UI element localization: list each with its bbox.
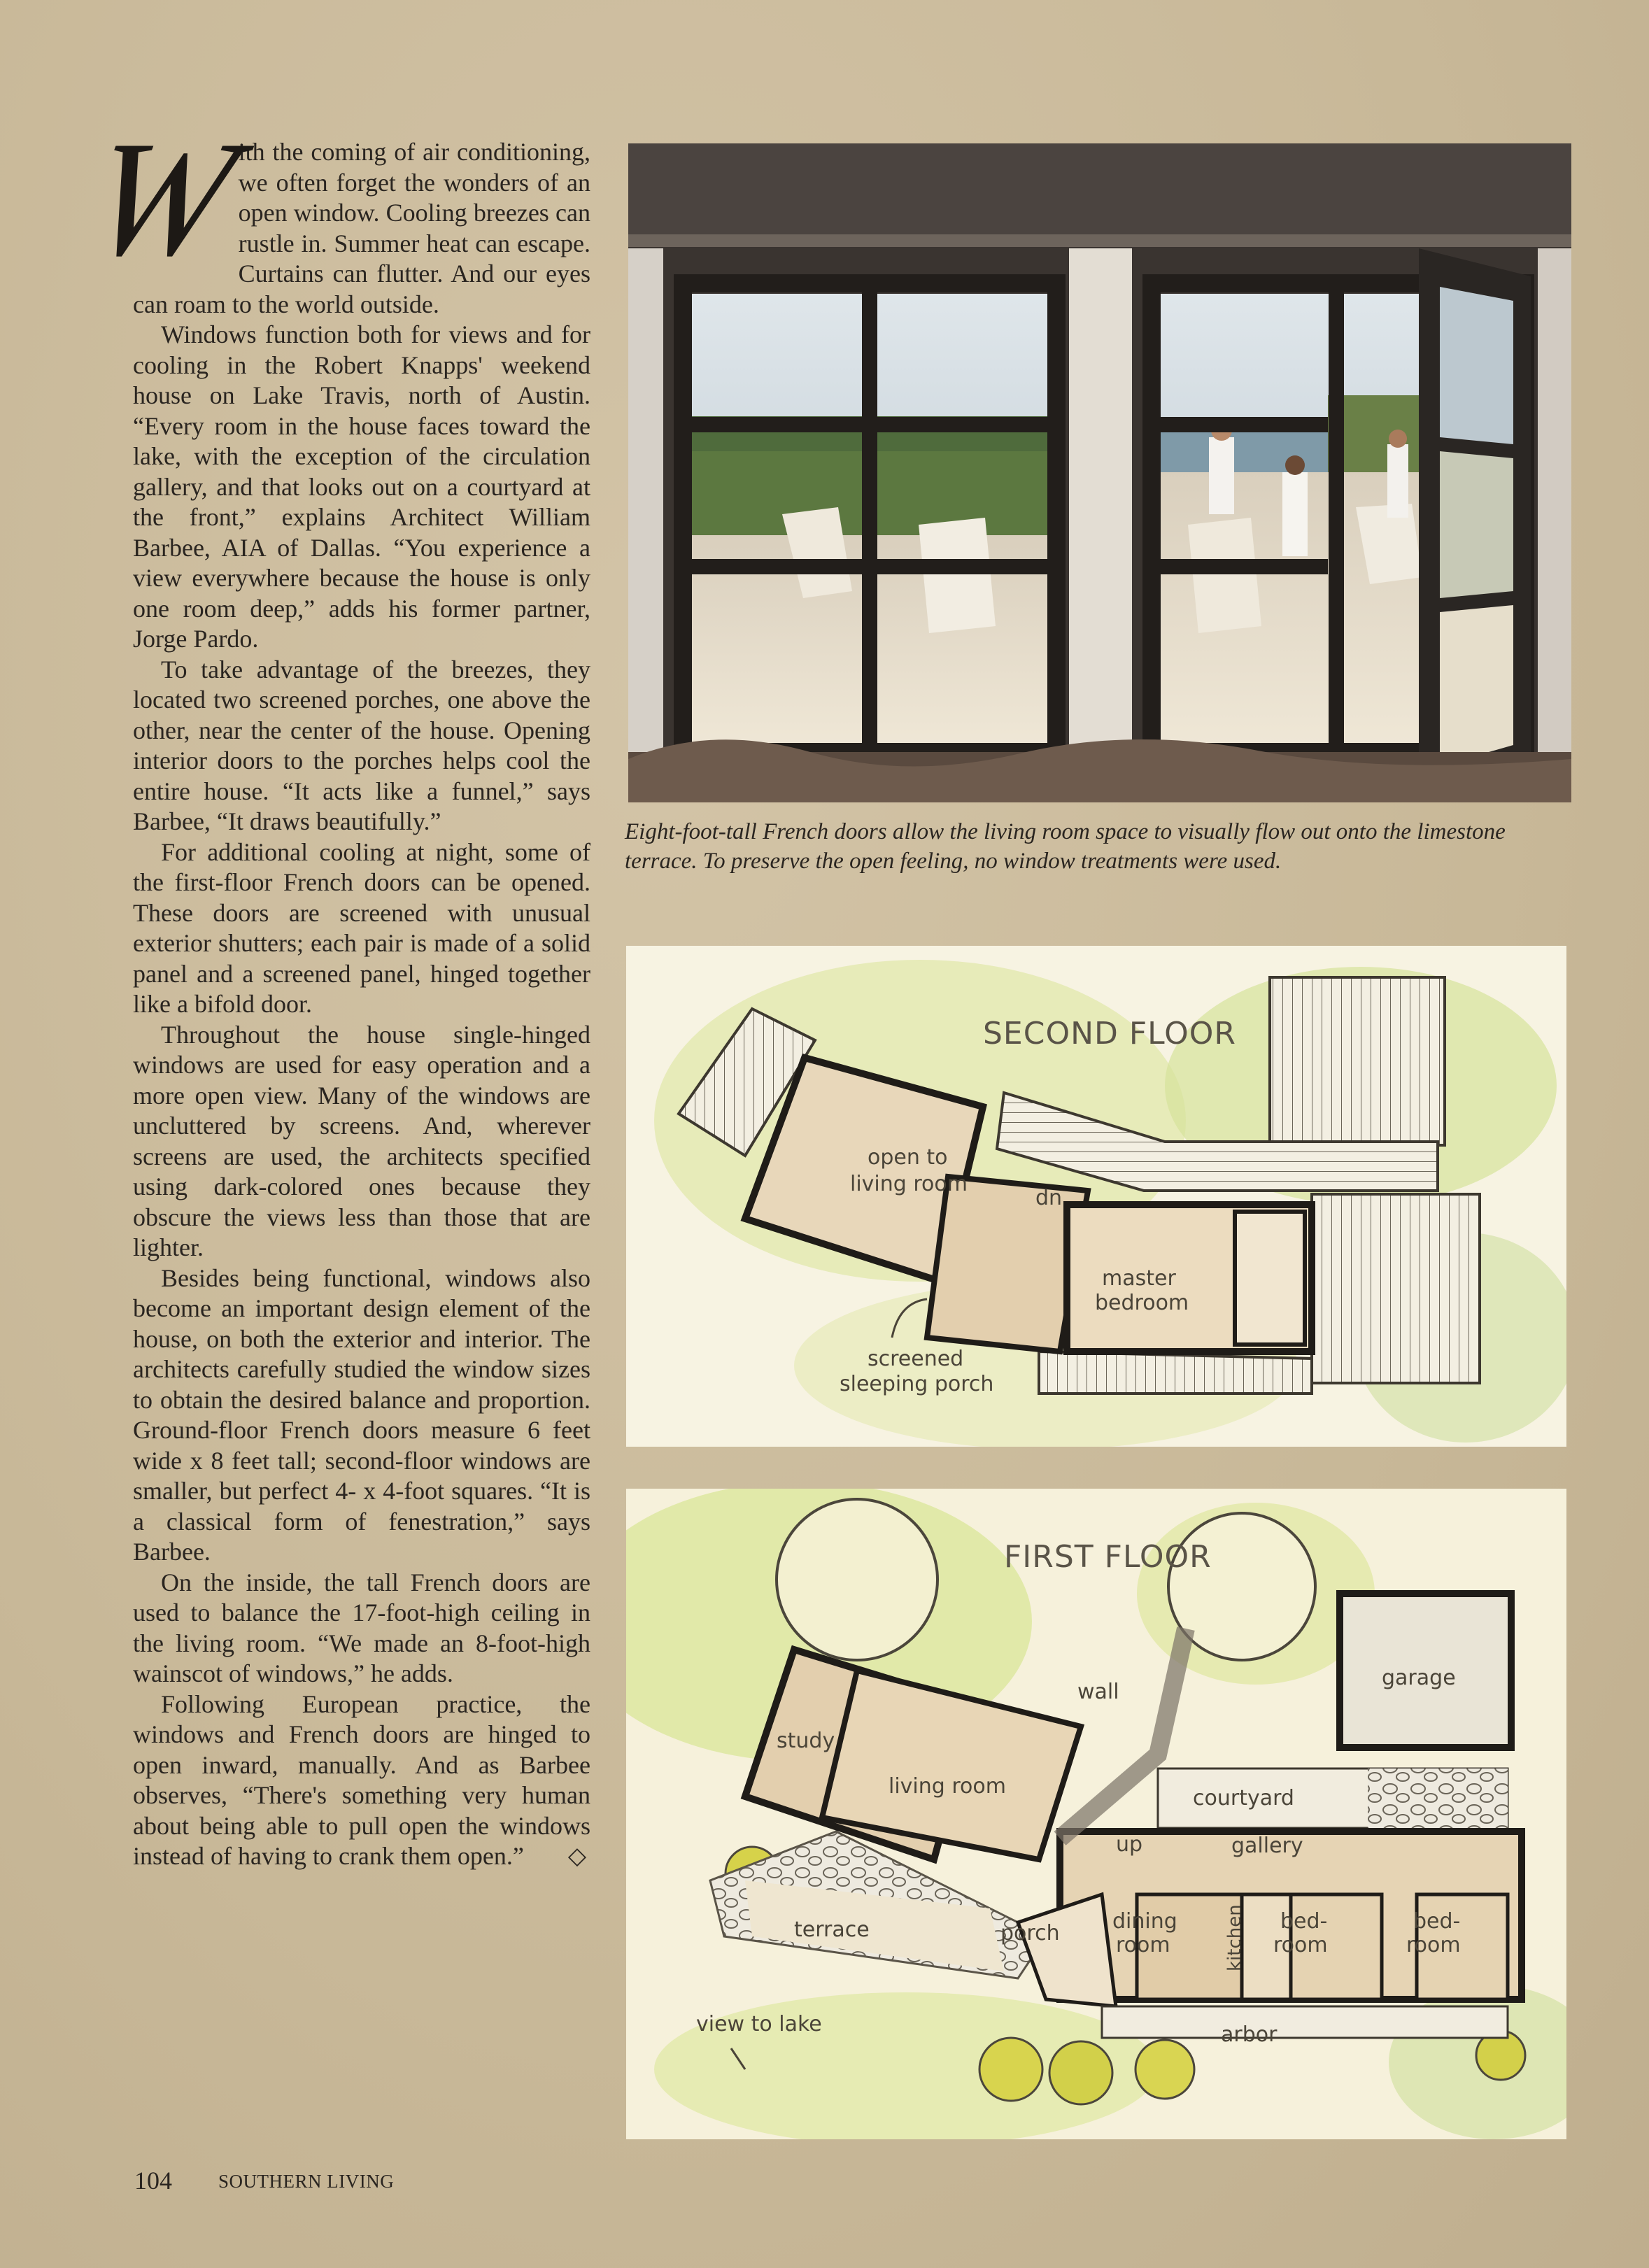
room-label: study [777, 1729, 835, 1753]
french-doors-photo [628, 143, 1571, 802]
magazine-name: SOUTHERN LIVING [218, 2171, 395, 2192]
page-number: 104 [134, 2167, 172, 2195]
room-label: room [1116, 1933, 1170, 1957]
area-label: terrace [794, 1918, 870, 1942]
wall-label: wall [1077, 1680, 1119, 1704]
room-label: gallery [1231, 1834, 1303, 1858]
first-floor-plan [626, 1489, 1566, 2139]
area-label: courtyard [1193, 1786, 1294, 1810]
room-label: living room [889, 1774, 1006, 1799]
article-paragraph: Windows function both for views and for cooling in the Robert Knapps' weekend house on Lake Travis, north of Austin. “Every room in the house faces toward the lake, with the exception of the circulation gallery, and that looks out on a courtyard at the front,” explains Architect William Barbee, AIA of Dallas. “You experience a view everywhere because the house is only one room deep,” adds his former partner, Jorge Pardo. [133, 320, 590, 653]
room-label: room [1273, 1933, 1328, 1957]
article-paragraph: For additional cooling at night, some of the first-floor French doors can be opened. These doors are screened with unusual exterior shutters; each pair is made of a solid panel and a screened panel, hinged together like a bifold door. [133, 837, 590, 1018]
room-label: bedroom [1095, 1291, 1189, 1315]
article-paragraph: Besides being functional, windows also become an important design element of the house, on both the exterior and interior. The architects carefully studied the window sizes to obtain the desired balance and proportion. Ground-floor French doors measure 6 feet wide x 8 feet tall; second-floor windows are smaller, but perfect 4- x 4-foot squares. “It is a classical form of fenestration,” says Barbee. [133, 1263, 590, 1566]
article-paragraph: On the inside, the tall French doors are used to balance the 17-foot-high ceiling in the living room. “We made an 8-foot-high wainscot of windows,” he adds. [133, 1568, 590, 1687]
room-label: living room [850, 1172, 968, 1196]
room-label: dining [1112, 1909, 1177, 1934]
room-label: porch [1000, 1921, 1060, 1945]
room-label: kitchen [1224, 1904, 1245, 1971]
article-paragraph [133, 1689, 590, 1872]
article-paragraph: Throughout the house single-hinged windows are used for easy operation and a more open view. Many of the windows are uncluttered by screens. And, wherever screens are used, the architects specified using dark-colored ones because they obscure the views less than those that are lighter. [133, 1020, 590, 1261]
second-floor-plan [626, 946, 1566, 1447]
room-label: master [1102, 1266, 1176, 1291]
article-paragraph: To take advantage of the breezes, they located two screened porches, one above the other, near the center of the house. Opening interior doors to the porches helps cool the entire house. “It acts like a funnel,” says Barbee, “It draws beautifully.” [133, 655, 590, 835]
room-label: garage [1382, 1666, 1456, 1690]
paragraph-text: Following European practice, the windows and French doors are hinged to open inward, manually. And as Barbee observes, “There's something very human about being able to pull open the windows instead of having to crank them open.” [133, 1689, 590, 1870]
paragraph-text: ith the coming of air conditioning, we often forget the wonders of an open window. Cooling breezes can rustle in. Summer heat can escape. Curtains can flutter. And our eyes can roam to the world outside. [133, 138, 590, 318]
direction-label: view to lake [696, 2012, 822, 2036]
area-label: arbor [1221, 2022, 1278, 2047]
photo-caption: Eight-foot-tall French doors allow the living room space to visually flow out onto the limestone terrace. To preserve the open feeling, no window treatments were used. [625, 819, 1506, 874]
stair-label: up [1116, 1832, 1143, 1857]
room-label: bed- [1280, 1909, 1328, 1934]
article-paragraph [73, 108, 590, 320]
room-label: open to [868, 1145, 948, 1170]
room-label: sleeping porch [840, 1372, 994, 1396]
room-label: room [1406, 1933, 1461, 1957]
plan-title: SECOND FLOOR [983, 1016, 1236, 1051]
room-label: screened [868, 1347, 964, 1371]
room-label: bed- [1413, 1909, 1461, 1934]
stair-label: dn [1035, 1186, 1063, 1210]
article-body [73, 108, 590, 1872]
end-mark-icon: ◇ [567, 1843, 586, 1869]
drop-cap: W [73, 108, 250, 290]
plan-title: FIRST FLOOR [1004, 1539, 1212, 1575]
